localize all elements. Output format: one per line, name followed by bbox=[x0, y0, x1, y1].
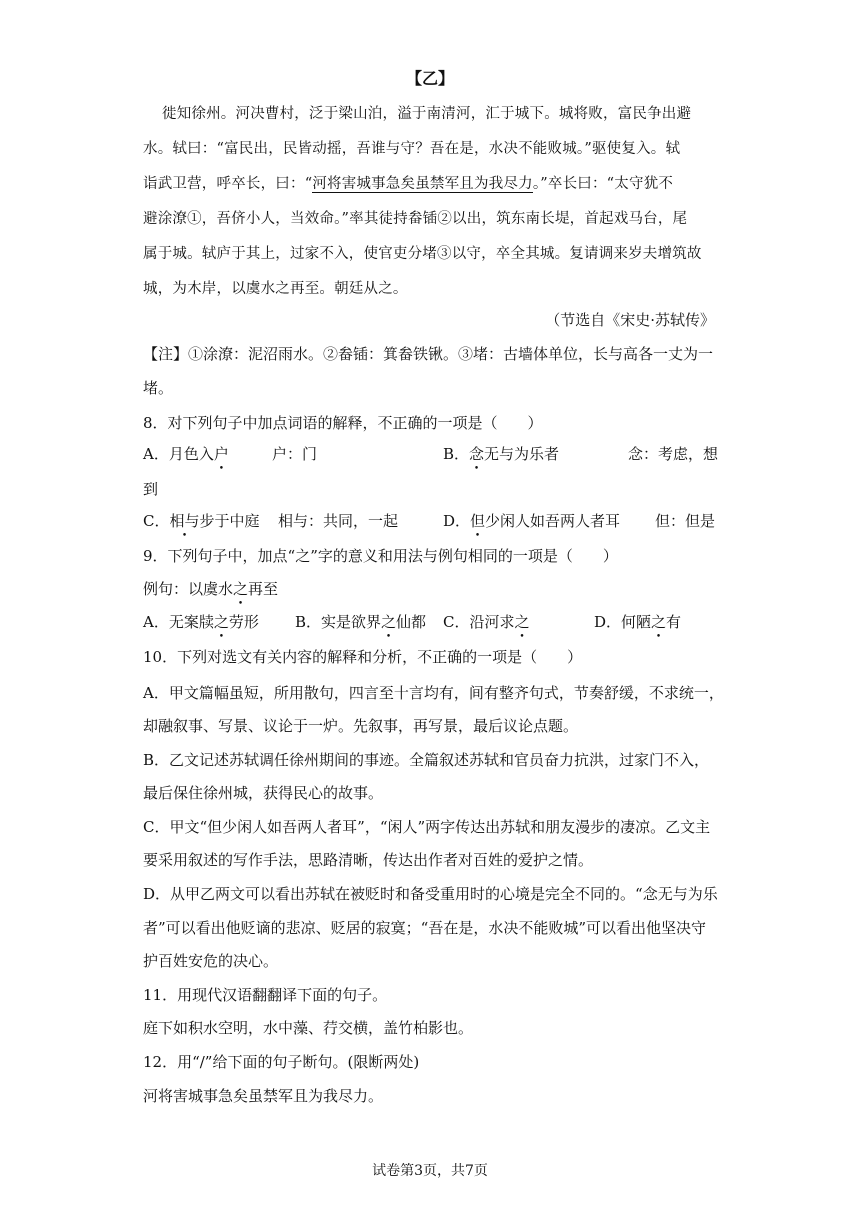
q10-line: B．乙文记述苏轼调任徐州期间的事迹。全篇叙述苏轼和官员奋力抗洪，过家门不入， bbox=[143, 751, 710, 769]
passage-text: 诣武卫营，呼卒长，曰：“ bbox=[143, 176, 313, 192]
q10-line: 最后保住徐州城，获得民心的故事。 bbox=[143, 784, 384, 802]
q8-option-b: B．念无与为乐者 bbox=[443, 445, 560, 463]
q8-option-d-explanation: 但：但是 bbox=[655, 512, 716, 530]
section-heading: 【乙】 bbox=[405, 69, 454, 88]
q8-option-d: D．但少闲人如吾两人者耳 bbox=[443, 512, 621, 530]
dotted-word: 之 bbox=[233, 580, 249, 598]
question-12-stem: 12．用“/”给下面的句子断句。(限断两处) bbox=[143, 1053, 420, 1071]
q10-line: C．甲文“但少闲人如吾两人者耳”，“闲人”两字传达出苏轼和朋友漫步的凄凉。乙文主 bbox=[143, 818, 711, 836]
q10-line: 却融叙事、写景、议论于一炉。先叙事，再写景，最后议论点题。 bbox=[143, 717, 579, 735]
q9-option-a: A．无案牍之劳形 bbox=[143, 613, 259, 631]
question-9-stem: 9．下列句子中，加点“之”字的意义和用法与例句相同的一项是（ ） bbox=[143, 547, 618, 565]
dotted-word: 之 bbox=[381, 613, 397, 631]
q8-option-a: A．月色入户 bbox=[143, 445, 229, 463]
question-11-stem: 11．用现代汉语翻翻译下面的句子。 bbox=[143, 986, 388, 1004]
q8-option-a-explanation: 户：门 bbox=[272, 445, 318, 463]
dotted-word: 之 bbox=[514, 613, 530, 631]
dotted-word: 但 bbox=[470, 512, 486, 530]
q10-line: A．甲文篇幅虽短，所用散句，四言至十言均有，间有整齐句式，节奏舒缓，不求统一， bbox=[143, 684, 724, 702]
dotted-word: 之 bbox=[213, 613, 229, 631]
passage-line: 城，为木岸，以虞水之再至。朝廷从之。 bbox=[143, 281, 408, 297]
q11-sentence: 庭下如积水空明，水中藻、荇交横，盖竹柏影也。 bbox=[143, 1019, 474, 1037]
q12-sentence: 河将害城事急矣虽禁军且为我尽力。 bbox=[143, 1087, 384, 1105]
q9-option-d: D．何陋之有 bbox=[594, 613, 682, 631]
q10-line: D．从甲乙两文可以看出苏轼在被贬时和备受重用时的心境是完全不同的。“念无与为乐 bbox=[143, 885, 718, 903]
q9-option-b: B．实是欲界之仙都 bbox=[295, 613, 427, 631]
q8-option-c: C．相与步于中庭 bbox=[143, 512, 260, 530]
passage-text: 。”卒长曰：“太守犹不 bbox=[532, 176, 674, 192]
passage-line: 避涂潦①，吾侪小人，当效命。”率其徒持畚锸②以出，筑东南长堤，首起戏马台，尾 bbox=[143, 211, 688, 227]
q9-example: 例句：以虞水之再至 bbox=[143, 580, 279, 598]
question-8-stem: 8．对下列句子中加点词语的解释，不正确的一项是（ ） bbox=[143, 414, 543, 432]
passage-line: 徙知徐州。河决曹村，泛于梁山泊，溢于南清河，汇于城下。城将败，富民争出避 bbox=[162, 106, 692, 122]
q8-option-b-continuation: 到 bbox=[143, 480, 159, 498]
passage-line: 水。轼曰：“富民出，民皆动摇，吾谁与守？吾在是，水决不能败城。”驱使复入。轼 bbox=[143, 141, 681, 157]
q9-option-c: C．沿河求之 bbox=[443, 613, 530, 631]
note-line: 【注】①涂潦：泥沼雨水。②畚锸：箕畚铁锹。③堵：古墙体单位，长与高各一丈为一 bbox=[143, 345, 714, 363]
dotted-word: 相与 bbox=[169, 512, 200, 530]
dotted-word: 户 bbox=[213, 445, 229, 463]
passage-line: 属于城。轼庐于其上，过家不入，使官吏分堵③以守，卒全其城。复请调来岁夫增筑故 bbox=[143, 246, 702, 262]
dotted-word: 之 bbox=[651, 613, 667, 631]
note-line: 堵。 bbox=[143, 379, 174, 397]
dotted-word: 念 bbox=[469, 445, 485, 463]
q8-option-b-explanation: 念：考虑，想 bbox=[628, 445, 719, 463]
underlined-sentence: 河将害城事急矣虽禁军且为我尽力 bbox=[312, 176, 533, 192]
q10-line: 护百姓安危的决心。 bbox=[143, 952, 279, 970]
page-footer: 试卷第3页，共7页 bbox=[372, 1163, 488, 1179]
q8-option-c-explanation: 相与：共同，一起 bbox=[278, 512, 399, 530]
question-10-stem: 10．下列对选文有关内容的解释和分析，不正确的一项是（ ） bbox=[143, 648, 583, 666]
passage-line bbox=[143, 174, 673, 194]
source-citation: （节选自《宋史·苏轼传》 bbox=[545, 311, 715, 329]
q10-line: 者”可以看出他贬谪的悲凉、贬居的寂寞；“吾在是，水决不能败城”可以看出他坚决守 bbox=[143, 919, 707, 937]
q10-line: 要采用叙述的写作手法，思路清晰，传达出作者对百姓的爱护之情。 bbox=[143, 851, 594, 869]
